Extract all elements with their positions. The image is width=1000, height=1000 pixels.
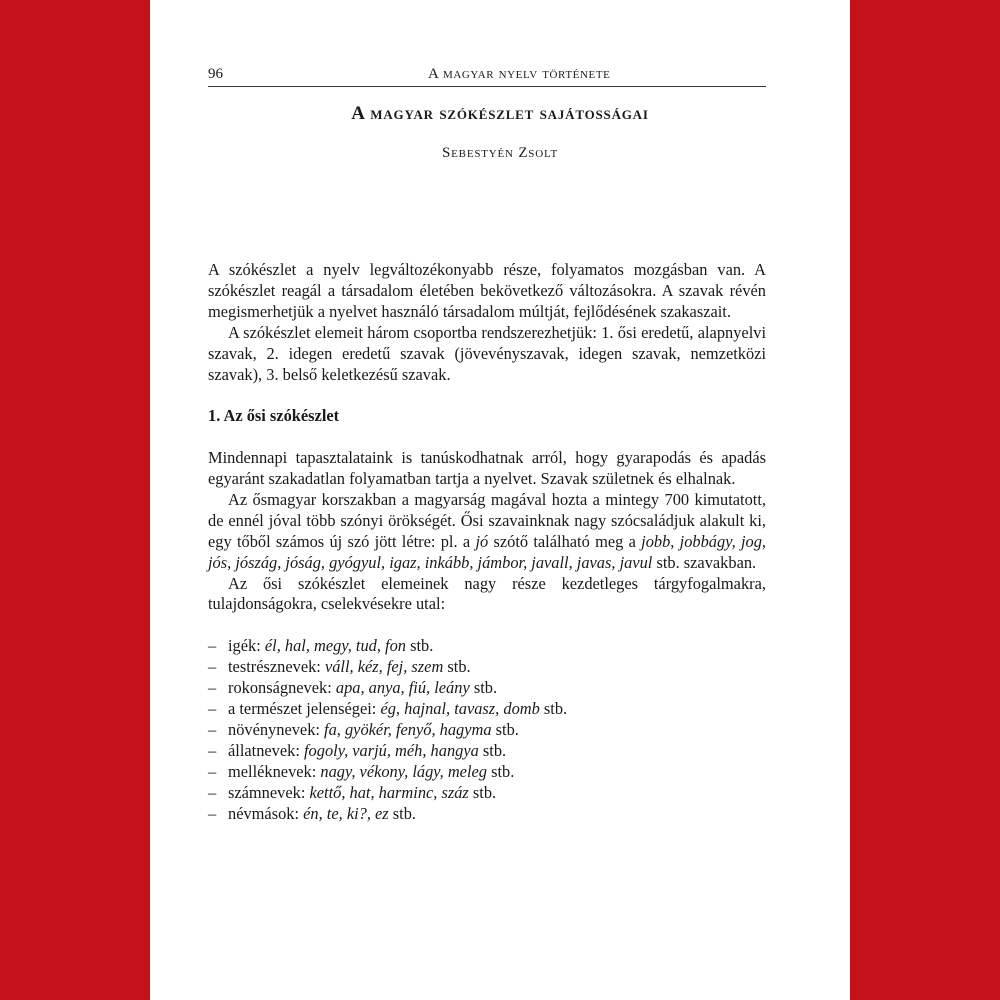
category-suffix: stb.: [491, 719, 519, 739]
list-dash: –: [208, 657, 217, 677]
category-examples: én, te, ki?, ez: [303, 803, 389, 823]
chapter-title: A magyar szókészlet sajátosságai: [351, 103, 649, 124]
category-examples: fa, gyökér, fenyő, hagyma: [324, 719, 492, 739]
category-suffix: stb.: [469, 678, 498, 698]
list-item: [208, 804, 766, 825]
list-item: [208, 783, 766, 804]
section-paragraph-2-text-a: Az ősmagyar korszakban a magyarság magával hozta a mintegy 700 kimutatott, de ennél jóval több szónyi örökségét. Ősi szavainknak nagy szócsaládjuk alakult ki, egy tőből számos új szó jött létre: pl. a: [208, 489, 766, 551]
category-examples: fogoly, varjú, méh, hangya: [304, 740, 479, 760]
category-label: számnevek:: [228, 782, 310, 802]
list-dash: –: [208, 719, 217, 739]
category-label: állatnevek:: [228, 740, 304, 760]
section-paragraph-2: [208, 490, 766, 574]
list-item: [208, 741, 766, 762]
category-label: testrésznevek:: [228, 657, 325, 677]
word-category-list: [208, 636, 766, 824]
list-dash: –: [208, 698, 217, 718]
list-item: [208, 720, 766, 741]
intro-paragraph-1: A szókészlet a nyelv legváltozékonyabb része, folyamatos mozgásban van. A szókészlet reagál a társadalom életében bekövetkező változásokra. A szavak révén megismerhetjük a nyelvet használó társadalom múltját, fejlődésének szakaszait.: [208, 260, 766, 321]
section-heading: 1. Az ősi szókészlet: [208, 406, 340, 426]
list-dash: –: [208, 803, 217, 823]
list-dash: –: [208, 782, 217, 802]
list-item: [208, 762, 766, 783]
running-head: [208, 66, 766, 87]
category-label: névmások:: [228, 803, 304, 823]
category-suffix: stb.: [406, 636, 434, 656]
category-label: növénynevek:: [228, 719, 325, 739]
category-label: melléknevek:: [228, 761, 321, 781]
list-dash: –: [208, 678, 217, 698]
list-item: [208, 699, 766, 720]
chapter-author: Sebestyén Zsolt: [442, 145, 558, 161]
list-dash: –: [208, 761, 217, 781]
category-examples: ég, hajnal, tavasz, domb: [380, 698, 540, 718]
book-title: A magyar nyelv története: [428, 66, 611, 82]
list-dash: –: [208, 740, 217, 760]
list-dash: –: [208, 636, 217, 656]
category-label: a természet jelenségei:: [228, 698, 381, 718]
section-paragraph-2-text-b: szótő található meg a: [488, 531, 642, 551]
category-examples: él, hal, megy, tud, fon: [264, 636, 406, 656]
section-paragraph-3: Az ősi szókészlet elemeinek nagy része kezdetleges tárgyfogalmakra, tulajdonságokra, cselekvésekre utal:: [208, 573, 766, 614]
list-item: [208, 636, 766, 657]
category-examples: nagy, vékony, lágy, meleg: [320, 761, 487, 781]
category-examples: apa, anya, fiú, leány: [335, 678, 470, 698]
book-page: [150, 0, 850, 1000]
list-item: [208, 657, 766, 678]
list-item: [208, 678, 766, 699]
category-examples: kettő, hat, harminc, száz: [309, 782, 469, 802]
category-suffix: stb.: [468, 782, 497, 802]
category-suffix: stb.: [486, 761, 515, 781]
root-word: jó: [475, 531, 489, 551]
category-suffix: stb.: [539, 698, 568, 718]
category-examples: váll, kéz, fej, szem: [324, 657, 444, 677]
category-label: igék:: [228, 636, 265, 656]
intro-paragraph-2: A szókészlet elemeit három csoportba rendszerezhetjük: 1. ősi eredetű, alapnyelvi szavak, 2. idegen eredetű szavak (jövevényszavak, idegen szavak, nemzetközi szavak), 3. belső keletkezésű szavak.: [208, 322, 766, 384]
category-suffix: stb.: [443, 657, 471, 677]
category-label: rokonságnevek:: [228, 678, 336, 698]
page-number: 96: [208, 66, 223, 82]
section-paragraph-1: Mindennapi tapasztalataink is tanúskodhatnak arról, hogy gyarapodás és apadás egyaránt szakadatlan folyamatban tartja a nyelvet. Szavak születnek és elhalnak.: [208, 448, 766, 489]
derived-word-examples: jobb, jobbágy, jog, jós, jószág, jóság, gyógyul, igaz, inkább, jámbor, javall, javas, javul: [208, 531, 766, 572]
section-paragraph-2-text-c: stb. szavakban.: [652, 552, 757, 572]
body-text: [208, 260, 766, 824]
category-suffix: stb.: [478, 740, 507, 760]
category-suffix: stb.: [388, 803, 417, 823]
